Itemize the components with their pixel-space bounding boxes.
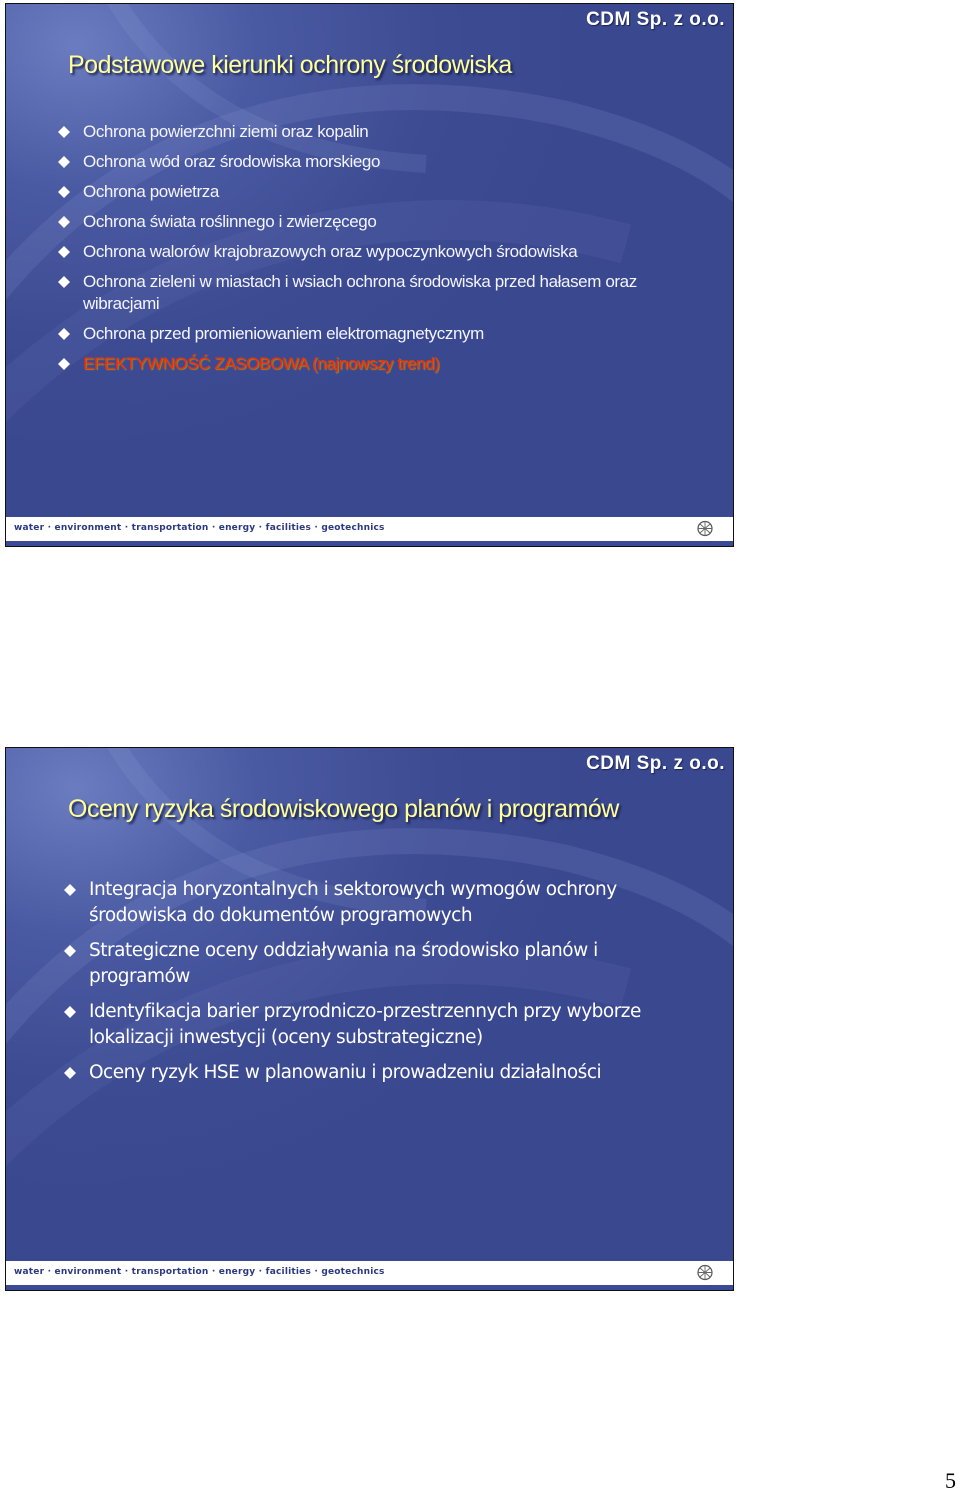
bullet-text: Oceny ryzyk HSE w planowaniu i prowadzeniu działalności xyxy=(89,1062,602,1083)
bullet-text: Ochrona powietrza xyxy=(83,182,219,201)
bullet-text: Identyfikacja barier przyrodniczo-przestrzennych przy wyborze lokalizacji inwestycji (oceny substrategiczne) xyxy=(89,1001,641,1048)
bullet-list xyxy=(56,121,676,383)
slide-title: Podstawowe kierunki ochrony środowiska xyxy=(68,51,512,79)
diamond-bullet-icon xyxy=(58,246,70,258)
diamond-bullet-icon xyxy=(64,1006,76,1018)
footer-tagline: water · environment · transportation · energy · facilities · geotechnics xyxy=(14,523,385,533)
bullet-text: Strategiczne oceny oddziaływania na środowisko planów i programów xyxy=(89,940,598,987)
company-logo-icon xyxy=(695,1264,715,1281)
diamond-bullet-icon xyxy=(58,276,70,288)
list-item xyxy=(62,1060,682,1086)
bullet-text: Ochrona zieleni w miastach i wsiach ochrona środowiska przed hałasem oraz wibracjami xyxy=(83,272,637,313)
diamond-bullet-icon xyxy=(64,884,76,896)
list-item xyxy=(56,323,676,345)
slide-footer xyxy=(6,1261,733,1290)
highlighted-bullet-text: EFEKTYWNOŚĆ ZASOBOWA (najnowszy trend) xyxy=(83,354,440,373)
list-item xyxy=(56,241,676,263)
brand-name: CDM Sp. z o.o. xyxy=(586,9,725,30)
diamond-bullet-icon xyxy=(58,216,70,228)
bullet-text: Ochrona świata roślinnego i zwierzęcego xyxy=(83,212,377,231)
bullet-text: Ochrona powierzchni ziemi oraz kopalin xyxy=(83,122,369,141)
page-number: 5 xyxy=(945,1468,956,1493)
footer-tagline: water · environment · transportation · energy · facilities · geotechnics xyxy=(14,1267,385,1277)
slide-2 xyxy=(5,747,734,1291)
company-logo-icon xyxy=(695,520,715,537)
list-item xyxy=(56,121,676,143)
footer-stripe xyxy=(6,541,733,546)
list-item xyxy=(56,353,676,375)
list-item xyxy=(56,271,676,315)
list-item xyxy=(62,999,682,1051)
bullet-text: Ochrona wód oraz środowiska morskiego xyxy=(83,152,381,171)
brand-name: CDM Sp. z o.o. xyxy=(586,753,725,774)
bullet-text: Ochrona walorów krajobrazowych oraz wypoczynkowych środowiska xyxy=(83,242,578,261)
diamond-bullet-icon xyxy=(58,186,70,198)
list-item xyxy=(62,877,682,929)
slide-title: Oceny ryzyka środowiskowego planów i programów xyxy=(68,795,619,823)
slide-1 xyxy=(5,3,734,547)
diamond-bullet-icon xyxy=(58,328,70,340)
list-item xyxy=(56,181,676,203)
diamond-bullet-icon xyxy=(58,126,70,138)
bullet-text: Ochrona przed promieniowaniem elektromagnetycznym xyxy=(83,324,484,343)
diamond-bullet-icon xyxy=(64,945,76,957)
bullet-text: Integracja horyzontalnych i sektorowych wymogów ochrony środowiska do dokumentów programowych xyxy=(89,879,617,926)
diamond-bullet-icon xyxy=(64,1067,76,1079)
list-item xyxy=(62,938,682,990)
bullet-list xyxy=(62,877,682,1095)
diamond-bullet-icon xyxy=(58,156,70,168)
list-item xyxy=(56,211,676,233)
footer-stripe xyxy=(6,1285,733,1290)
diamond-bullet-icon xyxy=(58,358,70,370)
list-item xyxy=(56,151,676,173)
slide-footer xyxy=(6,517,733,546)
